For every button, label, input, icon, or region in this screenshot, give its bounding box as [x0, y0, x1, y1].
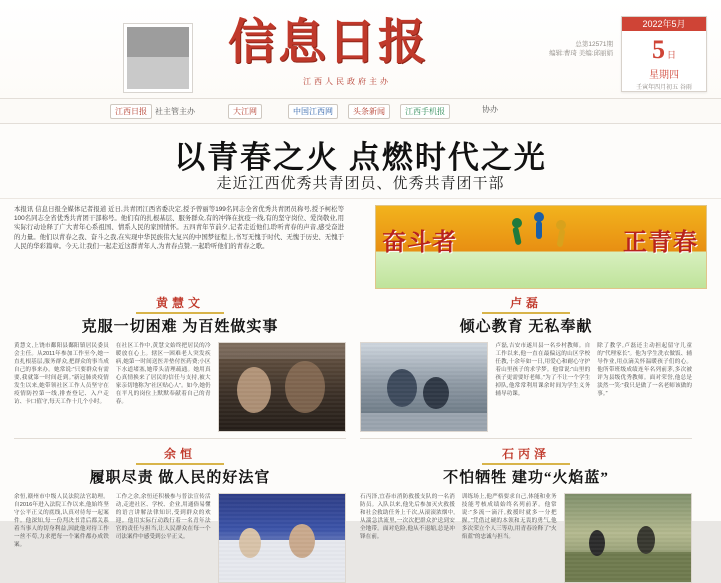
story-person-name: 卢磊	[509, 296, 542, 310]
date-lunar: 壬寅年四月初五 谷雨	[636, 85, 692, 91]
lead-paragraph: 本报讯 信息日报全媒体记者报道 近日,共青团江西省委决定,授予曾丽等199名同志全省优秀共青团员称号,授予柯松等100名同志全省优秀共青团干部称号。他们有的扎根基层、服务群众,有的冲锋在抗疫一线,有的坚守岗位、爱岗敬业,用实际行动诠释了广大青年心系祖国、情系人民的家国情怀。五四青年节前夕,记者走近他们,聆听青春的声音,感受奋进的力量。他们以青春之我、奋斗之我,在实现中华民族伟大复兴的中国梦征程上,书写无愧于时代、无愧于历史、无愧于人民的华彩篇章。今天,让我们一起走近这群青年人,为青春点赞,一起聆听他们的青春之歌。	[14, 206, 344, 250]
partner-2[interactable]: 中国江西网	[288, 104, 341, 119]
partner-4[interactable]: 江西手机报	[400, 104, 453, 119]
story-text: 在社区工作中,黄慧文始终把居民的冷暖放在心上。辖区一困难老人突发疾病,她第一时间送医并垫付医药费;小区下水道堵塞,她带头清理疏通。她用真心真情换来了居民的信任与支持,被大家亲切地称为“社区贴心人”。如今,她仍在平凡的岗位上默默奉献着自己的青春。	[115, 343, 211, 405]
story-text: 除了教学,卢磊还主动担起留守儿童的“代理家长”。他为学生洗衣做饭、辅导作业,用点滴关怀温暖孩子们的心。他所带班级成绩连年名列前茅,多次被评为县级优秀教师。面对荣誉,他总是淡然一笑:“我只是做了一名老师该做的事。”	[597, 343, 692, 397]
story-card[interactable]	[360, 446, 692, 583]
left-column	[14, 295, 346, 548]
story-title: 倾心教育 无私奉献	[459, 319, 593, 335]
main-headline: 以青春之火 点燃时代之光	[174, 140, 547, 175]
right-column	[360, 295, 692, 540]
story-text: 工作之余,余恒还积极参与普法宣传活动,走进社区、学校、企业,用通俗易懂的语言讲解法律知识,受到群众的欢迎。他用实际行动践行着一名青年法官的责任与担当,让人民群众在每一个司法案件中感受到公平正义。	[115, 494, 211, 540]
story-title: 不怕牺牲 建功“火焰蓝”	[443, 470, 609, 486]
divider	[14, 438, 346, 439]
lead-row	[0, 199, 721, 291]
story-text: 余恒,赣州市中级人民法院法官助理。自2016年进入法院工作以来,他始终坚守公平正义的底线,认真对待每一起案件。他深知,每一份判决书背后都关系着当事人的切身利益,因此他对待工作一丝不苟,力求把每一个案件都办成铁案。	[14, 494, 109, 548]
date-month: 2022年5月	[622, 17, 706, 31]
date-weekday: 星期四	[649, 70, 679, 81]
qr-code-icon[interactable]	[124, 24, 192, 92]
story-photo[interactable]	[564, 493, 692, 583]
story-text: 训练场上,他严格要求自己,体能和业务技能考核成绩始终名列前茅。他常说:“多流一滴汗,救援时就多一分把握。”凭借过硬的本领和无畏的勇气,他多次荣立个人三等功,用青春诠释了“火焰蓝”的忠诚与担当。	[461, 494, 557, 540]
newspaper-title: 信息日报	[228, 16, 429, 69]
issue-info: 总第12571期 编辑:曹琦 美编:邱丽娟	[549, 41, 613, 57]
date-block	[621, 16, 707, 92]
story-person-name: 石丙泽	[501, 447, 550, 461]
co-organizer-label: 协办	[482, 105, 498, 114]
divider	[482, 312, 570, 314]
jiangxi-daily-logo[interactable]: 江西日报	[110, 104, 152, 119]
story-card[interactable]	[14, 446, 346, 583]
divider	[482, 463, 570, 465]
poster-right-text: 正青春	[623, 230, 698, 256]
headline-area	[0, 124, 721, 199]
poster-left-text: 奋斗者	[382, 230, 457, 256]
story-photo[interactable]	[218, 493, 346, 583]
masthead	[0, 0, 721, 99]
story-text: 黄慧文,上饶市鄱阳县鄱阳镇居民委员会主任。从2011年参加工作至今,她一直扎根基层,服务群众,把群众的事当成自己的事来办。她常说:“只要群众有需要,我就第一时间赶到。”新冠肺炎疫情发生以来,她带领社区工作人员坚守在疫情防控第一线,排查登记、入户走访、卡口值守,每天工作十几个小时。	[14, 343, 109, 405]
story-card[interactable]	[14, 295, 346, 432]
date-day: 5 日	[651, 35, 676, 64]
campaign-poster	[375, 205, 707, 289]
story-text: 卢磊,吉安市遂川县一名乡村教师。自工作以来,他一直在最偏远的山区学校任教,十余年如一日,用爱心和耐心守护着山里孩子的求学梦。他常说:“山里的孩子更需要好老师。”为了不让一个学生掉队,他常常利用课余时间为学生义务辅导功课。	[495, 343, 591, 397]
story-person-name: 余恒	[163, 447, 196, 461]
story-title: 克服一切困难 为百姓做实事	[81, 319, 279, 335]
partner-3[interactable]: 头条新闻	[348, 104, 393, 119]
story-photo[interactable]	[360, 342, 488, 432]
sub-headline: 走近江西优秀共青团员、优秀共青团干部	[216, 176, 505, 192]
newspaper-subtitle: 江西人民政府主办	[303, 77, 391, 86]
story-photo[interactable]	[218, 342, 346, 432]
partner-1[interactable]: 大江网	[228, 104, 265, 119]
divider	[360, 438, 692, 439]
divider	[136, 463, 224, 465]
story-title: 履职尽责 做人民的好法官	[89, 470, 271, 486]
stories-grid	[0, 291, 721, 548]
poster-figures-icon	[508, 212, 574, 258]
divider	[136, 312, 224, 314]
story-text: 石丙泽,宜春市消防救援支队的一名消防员。入队以来,他先后参加灭火救援和社会救助任务上千次,从滚滚浓烟中,从湍急洪流里,一次次把群众护送到安全地带。面对危险,他从不退缩,总是冲锋在前。	[360, 494, 455, 540]
story-card[interactable]	[360, 295, 692, 432]
host-organization: 江西日报 社主管主办	[110, 104, 195, 119]
story-person-name: 黄慧文	[155, 296, 204, 310]
sponsor-bar	[0, 99, 721, 124]
